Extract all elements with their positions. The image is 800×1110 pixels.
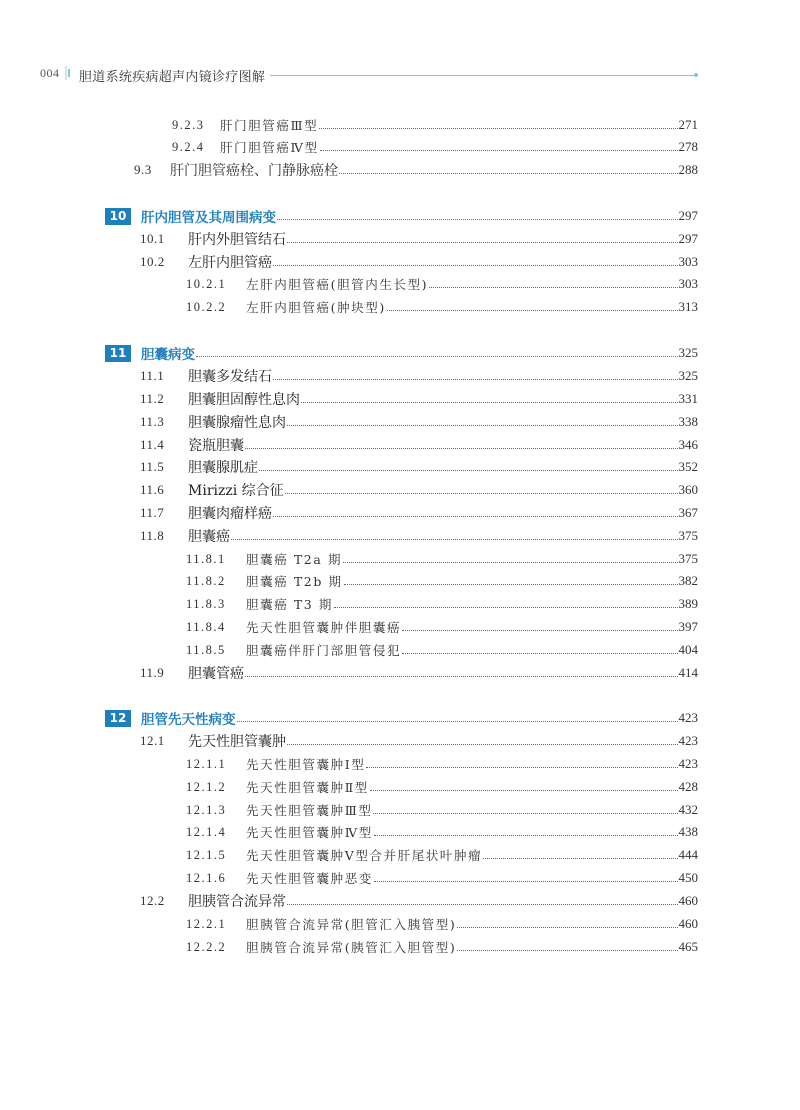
toc-title: Mirizzi 综合征 (188, 483, 284, 499)
toc-entry-10-2-1[interactable] (186, 274, 698, 294)
toc-title: 胆囊胆固醇性息肉 (188, 392, 300, 408)
dot-leader (319, 128, 677, 129)
toc-number: 12.1.4 (186, 824, 227, 839)
dot-leader (429, 287, 677, 288)
toc-title: 胆囊肉瘤样癌 (188, 506, 272, 522)
toc-page: 313 (678, 299, 698, 314)
toc-title: 先天性胆管囊肿Ⅲ型 (246, 803, 373, 818)
toc-title: 先天性胆管囊肿Ⅰ型 (246, 757, 366, 772)
chapter-title: 肝内胆管及其周围病变 (141, 210, 276, 226)
dot-leader (273, 379, 678, 380)
toc-page: 414 (678, 665, 698, 680)
toc-number: 11.8.3 (186, 596, 226, 611)
dot-leader (374, 881, 678, 882)
toc-page: 303 (678, 276, 698, 291)
toc-title: 胆囊癌 (188, 529, 230, 545)
toc-page: 303 (678, 254, 698, 269)
toc-title: 左肝内胆管癌(胆管内生长型) (246, 277, 429, 292)
dot-leader (259, 470, 678, 471)
dot-leader (402, 653, 677, 654)
page-header (0, 0, 800, 100)
toc-number: 11.8.2 (186, 573, 226, 588)
toc-number: 12.1.3 (186, 802, 227, 817)
toc-title: 先天性胆管囊肿Ⅱ型 (246, 780, 369, 795)
toc-chapter-11[interactable] (105, 343, 698, 363)
toc-chapter-12[interactable] (105, 708, 698, 728)
toc-title: 肝门胆管癌栓、门静脉癌栓 (170, 163, 338, 179)
toc-page: 375 (678, 551, 698, 566)
toc-number: 12.2.1 (186, 916, 227, 931)
dot-leader (334, 607, 677, 608)
header-mark-icon (64, 64, 72, 82)
dot-leader (287, 425, 678, 426)
toc-entry-10-2[interactable] (140, 252, 698, 272)
toc-number: 12.1.2 (186, 779, 227, 794)
toc-entry-11-7[interactable] (140, 503, 698, 523)
toc-title: 先天性胆管囊肿Ⅳ型 (246, 825, 373, 840)
toc-entry-12-1-5[interactable] (186, 845, 698, 865)
toc-page: 423 (678, 756, 698, 771)
dot-leader (245, 448, 678, 449)
toc-page: 375 (678, 528, 698, 543)
toc-entry-12-1[interactable] (140, 731, 698, 751)
toc-page: 432 (678, 802, 698, 817)
toc-number: 10.2.1 (186, 276, 227, 291)
toc-entry-11-6[interactable] (140, 480, 698, 500)
toc-entry-11-8[interactable] (140, 526, 698, 546)
dot-leader (301, 402, 678, 403)
chapter-number-badge: 10 (105, 208, 131, 225)
toc-page: 450 (678, 870, 698, 885)
toc-page: 444 (678, 847, 698, 862)
toc-entry-11-1[interactable] (140, 366, 698, 386)
book-title: 胆道系统疾病超声内镜诊疗图解 (79, 70, 266, 85)
toc-title: 胆囊多发结石 (188, 369, 272, 385)
toc-entry-9-2-3[interactable] (172, 115, 698, 135)
toc-page: 460 (678, 916, 698, 931)
toc-page: 297 (678, 231, 698, 246)
toc-entry-11-2[interactable] (140, 389, 698, 409)
toc-page: 389 (678, 596, 698, 611)
toc-page: 331 (678, 391, 698, 406)
toc-entry-12-2[interactable] (140, 891, 698, 911)
toc-entry-9-3[interactable] (134, 160, 698, 180)
toc-title: 胆囊腺瘤性息肉 (188, 415, 286, 431)
toc-entry-11-4[interactable] (140, 435, 698, 455)
dot-leader (373, 813, 677, 814)
toc-title: 左肝内胆管癌 (188, 255, 272, 271)
toc-title: 先天性胆管囊肿Ⅴ型合并肝尾状叶肿瘤 (246, 848, 483, 863)
toc-page: 367 (678, 505, 698, 520)
toc-page: 428 (678, 779, 698, 794)
toc-title: 先天性胆管囊肿 (188, 734, 286, 750)
toc-title: 先天性胆管囊肿恶变 (246, 871, 373, 886)
toc-entry-11-8-5[interactable] (186, 640, 698, 660)
toc-page: 346 (678, 437, 698, 452)
toc-title: 胆囊癌 T2b 期 (246, 574, 343, 589)
toc-entry-11-9[interactable] (140, 663, 698, 683)
toc-page: 438 (678, 824, 698, 839)
toc-number: 10.2.2 (186, 299, 227, 314)
toc-number: 12.1.5 (186, 847, 227, 862)
page-number: 004 (40, 66, 60, 80)
toc-page: 325 (678, 368, 698, 383)
dot-leader (370, 790, 678, 791)
toc-page: 382 (678, 573, 698, 588)
toc-title: 胆囊癌伴肝门部胆管侵犯 (246, 643, 402, 658)
toc-number: 12.1 (140, 733, 165, 748)
chapter-number-badge: 11 (105, 345, 131, 362)
toc-number: 10.1 (140, 231, 165, 246)
dot-leader (287, 744, 678, 745)
toc-number: 11.1 (140, 368, 165, 383)
toc-number: 11.7 (140, 505, 165, 520)
dot-leader (387, 310, 678, 311)
toc-page: 271 (678, 117, 698, 132)
toc-title: 左肝内胆管癌(肿块型) (246, 300, 386, 315)
toc-entry-11-5[interactable] (140, 457, 698, 477)
dot-leader (273, 265, 678, 266)
dot-leader (245, 676, 678, 677)
dot-leader (320, 150, 678, 151)
toc-entry-11-3[interactable] (140, 412, 698, 432)
toc-page: 352 (678, 459, 698, 474)
chapter-number-badge: 12 (105, 710, 131, 727)
toc-page: 297 (678, 208, 698, 223)
toc-title: 胆囊癌 T2a 期 (246, 552, 343, 567)
header-rule (270, 75, 698, 76)
toc-entry-11-8-2[interactable] (186, 571, 698, 591)
toc-entry-11-8-4[interactable] (186, 617, 698, 637)
toc-page: 423 (678, 710, 698, 725)
dot-leader (343, 562, 677, 563)
dot-leader (196, 356, 678, 357)
dot-leader (287, 904, 678, 905)
toc-number: 10.2 (140, 254, 165, 269)
toc-number: 11.6 (140, 482, 165, 497)
toc-title: 胆胰管合流异常 (188, 894, 286, 910)
toc-entry-12-1-6[interactable] (186, 868, 698, 888)
toc-number: 12.1.1 (186, 756, 227, 771)
toc-number: 12.1.6 (186, 870, 227, 885)
dot-leader (402, 630, 677, 631)
toc-number: 9.2.3 (172, 117, 205, 132)
chapter-title: 胆管先天性病变 (141, 712, 236, 728)
toc-entry-12-2-2[interactable] (186, 937, 698, 957)
toc-entry-11-8-1[interactable] (186, 549, 698, 569)
dot-leader (277, 219, 678, 220)
toc-title: 肝内外胆管结石 (188, 232, 286, 248)
toc-title: 胆囊癌 T3 期 (246, 597, 334, 612)
toc-title: 肝门胆管癌Ⅳ型 (220, 140, 319, 155)
toc-number: 12.2.2 (186, 939, 227, 954)
toc-number: 11.8.4 (186, 619, 226, 634)
dot-leader (374, 835, 678, 836)
toc-title: 胆胰管合流异常(胆管汇入胰管型) (246, 917, 457, 932)
dot-leader (483, 858, 677, 859)
toc-number: 11.3 (140, 414, 165, 429)
toc-page: 288 (678, 162, 698, 177)
toc-page: 338 (678, 414, 698, 429)
dot-leader (231, 539, 678, 540)
dot-leader (287, 242, 678, 243)
toc-entry-12-1-1[interactable] (186, 754, 698, 774)
toc-page: 423 (678, 733, 698, 748)
toc-number: 11.8 (140, 528, 165, 543)
dot-leader (237, 721, 678, 722)
toc-title: 瓷瓶胆囊 (188, 438, 244, 454)
toc-number: 11.8.1 (186, 551, 226, 566)
toc-entry-9-2-4[interactable] (172, 137, 698, 157)
toc-page: 325 (678, 345, 698, 360)
toc-number: 12.2 (140, 893, 165, 908)
toc-title: 胆胰管合流异常(胰管汇入胆管型) (246, 940, 457, 955)
toc-page: 360 (678, 482, 698, 497)
toc-page: 397 (678, 619, 698, 634)
toc-entry-10-1[interactable] (140, 229, 698, 249)
toc-entry-11-8-3[interactable] (186, 594, 698, 614)
dot-leader (344, 584, 678, 585)
toc-page: 460 (678, 893, 698, 908)
toc-entry-12-1-4[interactable] (186, 822, 698, 842)
toc-title: 肝门胆管癌Ⅲ型 (220, 118, 319, 133)
toc-number: 11.2 (140, 391, 165, 406)
dot-leader (457, 950, 677, 951)
toc-chapter-10[interactable] (105, 206, 698, 226)
toc-number: 9.3 (134, 162, 152, 177)
toc-page: 465 (678, 939, 698, 954)
toc-number: 9.2.4 (172, 139, 205, 154)
toc-number: 11.8.5 (186, 642, 226, 657)
toc-entry-12-2-1[interactable] (186, 914, 698, 934)
toc-title: 胆囊管癌 (188, 666, 244, 682)
header-rule-end-dot (694, 73, 698, 77)
dot-leader (339, 173, 678, 174)
dot-leader (285, 493, 678, 494)
toc-entry-12-1-3[interactable] (186, 800, 698, 820)
toc-page: 278 (678, 139, 698, 154)
toc-title: 胆囊腺肌症 (188, 460, 258, 476)
toc-number: 11.4 (140, 437, 165, 452)
dot-leader (457, 927, 677, 928)
dot-leader (273, 516, 678, 517)
toc-entry-12-1-2[interactable] (186, 777, 698, 797)
dot-leader (366, 767, 677, 768)
chapter-title: 胆囊病变 (141, 347, 195, 363)
toc-title: 先天性胆管囊肿伴胆囊癌 (246, 620, 402, 635)
toc-number: 11.5 (140, 459, 165, 474)
toc-entry-10-2-2[interactable] (186, 297, 698, 317)
toc-number: 11.9 (140, 665, 165, 680)
toc-page: 404 (678, 642, 698, 657)
